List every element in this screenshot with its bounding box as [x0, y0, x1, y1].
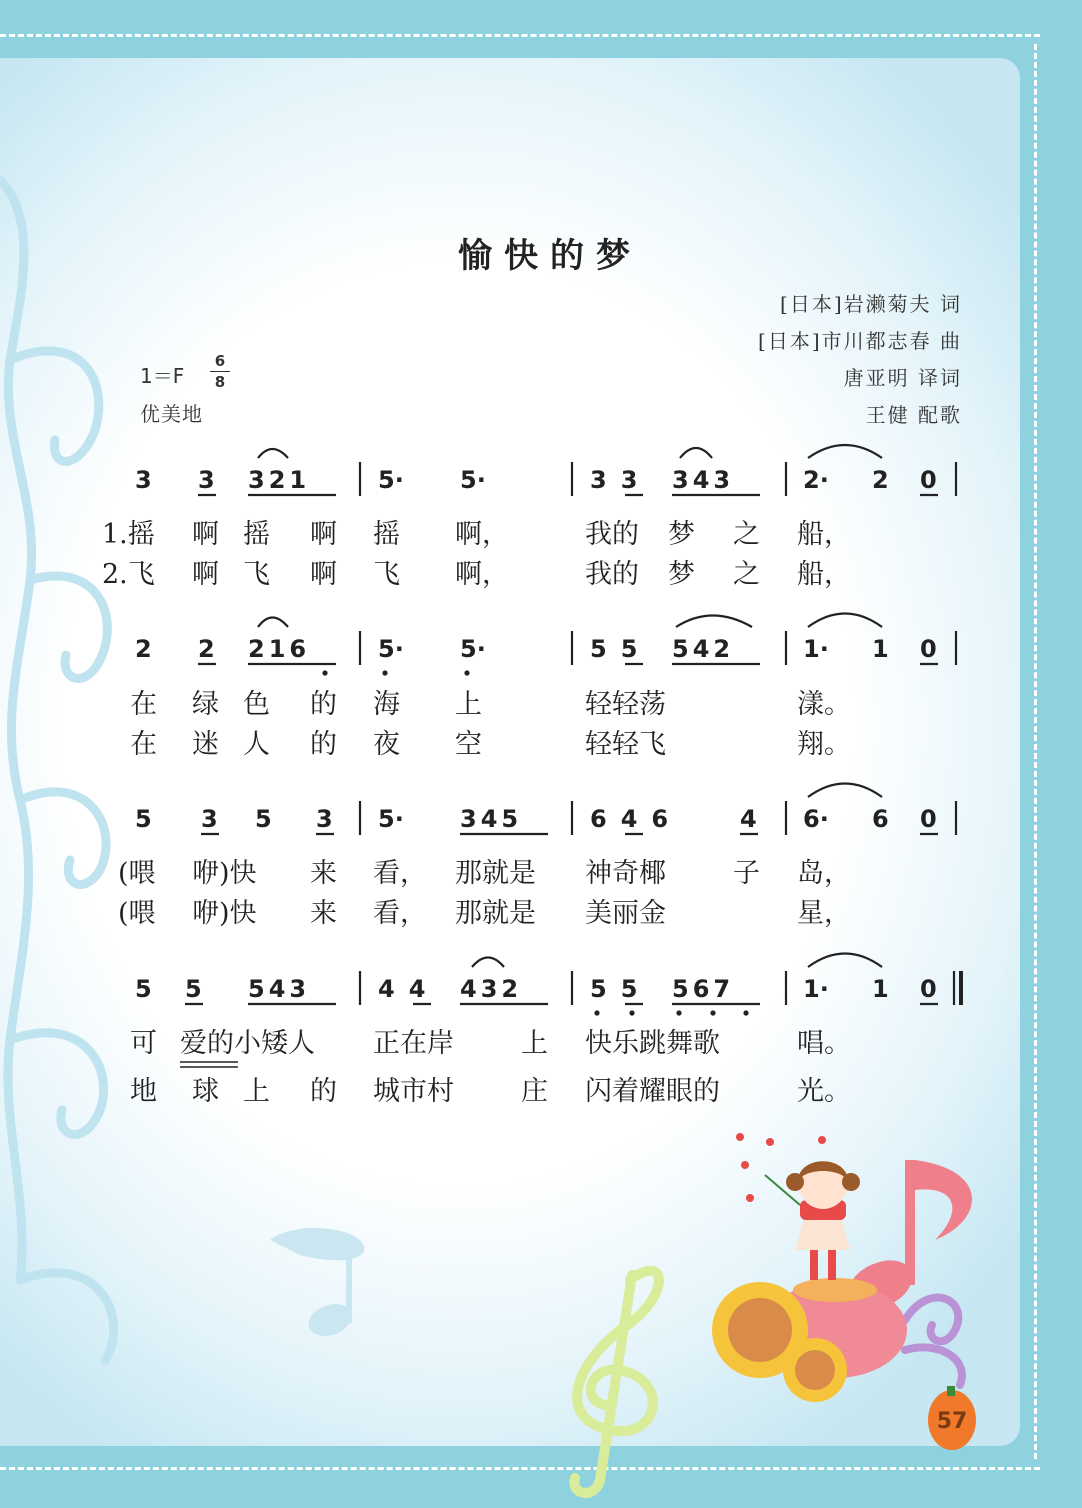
key-signature: 1＝F — [140, 364, 185, 388]
note: 0 — [920, 805, 937, 833]
page-number: 57 — [936, 1409, 968, 1434]
lyric: 啊 — [310, 519, 337, 550]
note: 5· — [378, 805, 404, 833]
time-signature-bottom: 8 — [214, 373, 226, 391]
page-number-badge — [928, 1386, 976, 1450]
lyric: 漾。 — [797, 689, 851, 720]
note: 1 — [872, 975, 889, 1003]
lyric: 唱。 — [797, 1028, 851, 1059]
note: 4 — [740, 805, 757, 833]
lyric: 翔。 — [797, 729, 851, 760]
note: 44 — [378, 975, 440, 1003]
notation-line-2 — [135, 635, 937, 663]
lyric: 夜 — [373, 729, 400, 760]
lyric: 绿 — [192, 689, 219, 720]
note: 2 — [135, 635, 152, 663]
lyric: 海 — [373, 689, 400, 720]
lyric: 啊 — [192, 559, 219, 590]
lyric: 子 — [733, 858, 760, 889]
note: 567 — [672, 975, 735, 1003]
lyric: 1.摇 — [102, 519, 155, 550]
note: 1 — [872, 635, 889, 663]
lyric: 星， — [797, 898, 851, 929]
note: 0 — [920, 635, 937, 663]
lyric: 船， — [797, 559, 851, 590]
note: 5· — [378, 635, 404, 663]
note: 321 — [248, 466, 311, 494]
lyric: 在 — [130, 689, 157, 720]
lyric: 咿)快 — [192, 858, 257, 889]
low-octave-dots-line-4 — [594, 1010, 748, 1015]
lyric-double-underline — [180, 1062, 238, 1067]
note: 1· — [803, 635, 829, 663]
lyric: 正在岸 — [373, 1028, 454, 1059]
lyric: 庄 — [521, 1076, 548, 1107]
lyric: 空 — [455, 729, 482, 760]
lyric: 那就是 — [455, 898, 536, 929]
notation-line-4 — [135, 975, 937, 1003]
lyric: 轻轻飞 — [585, 729, 666, 760]
lyric: 迷 — [192, 729, 219, 760]
score-marks-line-3 — [201, 784, 956, 836]
note: 3 — [316, 805, 333, 833]
lyric: 城市村 — [373, 1076, 454, 1107]
notation-line-3 — [135, 805, 937, 833]
lyric: 梦 — [668, 519, 695, 550]
note: 5 — [185, 975, 202, 1003]
lyric: 摇 — [373, 519, 400, 550]
lyric: 岛， — [797, 858, 851, 889]
note: 543 — [248, 975, 311, 1003]
lyric: 光。 — [797, 1076, 851, 1107]
lyric: 来 — [310, 858, 337, 889]
lyric: 啊 — [310, 559, 337, 590]
lyric: 飞 — [243, 559, 270, 590]
lyric: 的 — [310, 689, 337, 720]
note: 216 — [248, 635, 311, 663]
note: 0 — [920, 466, 937, 494]
note: 5· — [378, 466, 404, 494]
composer-credit: [日本]市川都志春 曲 — [758, 329, 962, 353]
note: 55 — [590, 635, 652, 663]
note: 432 — [460, 975, 523, 1003]
lyrics-line-1-verse-1 — [102, 519, 851, 550]
lyric: 人 — [243, 729, 270, 760]
lyric: 我的 — [585, 519, 639, 550]
girl-conductor-illustration — [765, 1161, 860, 1280]
lyric: 的 — [310, 729, 337, 760]
lyric: 球 — [192, 1076, 219, 1107]
lyric: 神奇椰 — [585, 858, 666, 889]
lyric: 啊， — [455, 559, 509, 590]
song-title: 愉快的梦 — [458, 236, 642, 276]
lyric: 色 — [243, 689, 270, 720]
lyric: (喂 — [118, 898, 156, 929]
lyrics-line-4-verse-1 — [130, 1028, 851, 1059]
lyric: 上 — [243, 1076, 270, 1107]
lyrics-line-4-verse-2 — [130, 1076, 851, 1107]
lyric: 2.飞 — [102, 559, 155, 590]
lyric: 船， — [797, 519, 851, 550]
note: 542 — [672, 635, 735, 663]
lyric: 之 — [733, 559, 760, 590]
note: 33 — [590, 466, 652, 494]
lyric: 看， — [373, 898, 427, 929]
lyrics-line-1-verse-2 — [102, 559, 851, 590]
note: 5 — [135, 975, 152, 1003]
note: 5 — [135, 805, 152, 833]
treble-clef-icon — [574, 1271, 659, 1493]
lyric: 啊 — [192, 519, 219, 550]
note: 646 — [590, 805, 683, 833]
lyric: 飞 — [373, 559, 400, 590]
note: 5· — [460, 635, 486, 663]
lyric: 快乐跳舞歌 — [585, 1028, 720, 1059]
note: 5· — [460, 466, 486, 494]
note: 2· — [803, 466, 829, 494]
lyric: 看， — [373, 858, 427, 889]
purple-swirl-decoration — [905, 1298, 962, 1385]
lyric: 闪着耀眼的 — [585, 1076, 720, 1107]
note: 3 — [198, 466, 215, 494]
lyric: 啊， — [455, 519, 509, 550]
lyric: 摇 — [243, 519, 270, 550]
translator-credit: 唐亚明 译词 — [843, 366, 962, 390]
arranger-credit: 王健 配歌 — [865, 403, 962, 427]
lyrics-line-2-verse-1 — [130, 689, 851, 720]
low-octave-dots-line-2 — [322, 670, 469, 675]
lyric: 地 — [130, 1076, 157, 1107]
note: 55 — [590, 975, 652, 1003]
lyric: 梦 — [668, 559, 695, 590]
note: 3 — [201, 805, 218, 833]
lyricist-credit: [日本]岩濑菊夫 词 — [780, 292, 962, 316]
lyric: 美丽金 — [585, 898, 666, 929]
notation-line-1 — [135, 466, 937, 494]
lyrics-line-2-verse-2 — [130, 729, 851, 760]
note: 2 — [198, 635, 215, 663]
note: 1· — [803, 975, 829, 1003]
lyric: 咿)快 — [192, 898, 257, 929]
score-marks-line-1 — [198, 445, 956, 496]
note: 6· — [803, 805, 829, 833]
lyric: 的 — [310, 1076, 337, 1107]
note: 345 — [460, 805, 523, 833]
lyric: 上 — [455, 689, 482, 720]
lyric: 上 — [521, 1028, 548, 1059]
note: 6 — [872, 805, 889, 833]
lyric: 爱的小矮人 — [180, 1028, 315, 1059]
note: 2 — [872, 466, 889, 494]
time-signature-top: 6 — [214, 352, 226, 370]
note: 5 — [255, 805, 272, 833]
lyric: (喂 — [118, 858, 156, 889]
lyrics-line-3-verse-1 — [118, 858, 851, 889]
lyric: 我的 — [585, 559, 639, 590]
lyric: 在 — [130, 729, 157, 760]
score-marks-line-2 — [198, 614, 956, 666]
note: 0 — [920, 975, 937, 1003]
lyric: 那就是 — [455, 858, 536, 889]
note: 3 — [135, 466, 152, 494]
lyrics-line-3-verse-2 — [118, 898, 851, 929]
lyric: 来 — [310, 898, 337, 929]
lyric: 之 — [733, 519, 760, 550]
lyric: 可 — [130, 1028, 157, 1059]
note: 343 — [672, 466, 735, 494]
tempo-marking: 优美地 — [140, 402, 203, 426]
lyric: 轻轻荡 — [585, 689, 666, 720]
